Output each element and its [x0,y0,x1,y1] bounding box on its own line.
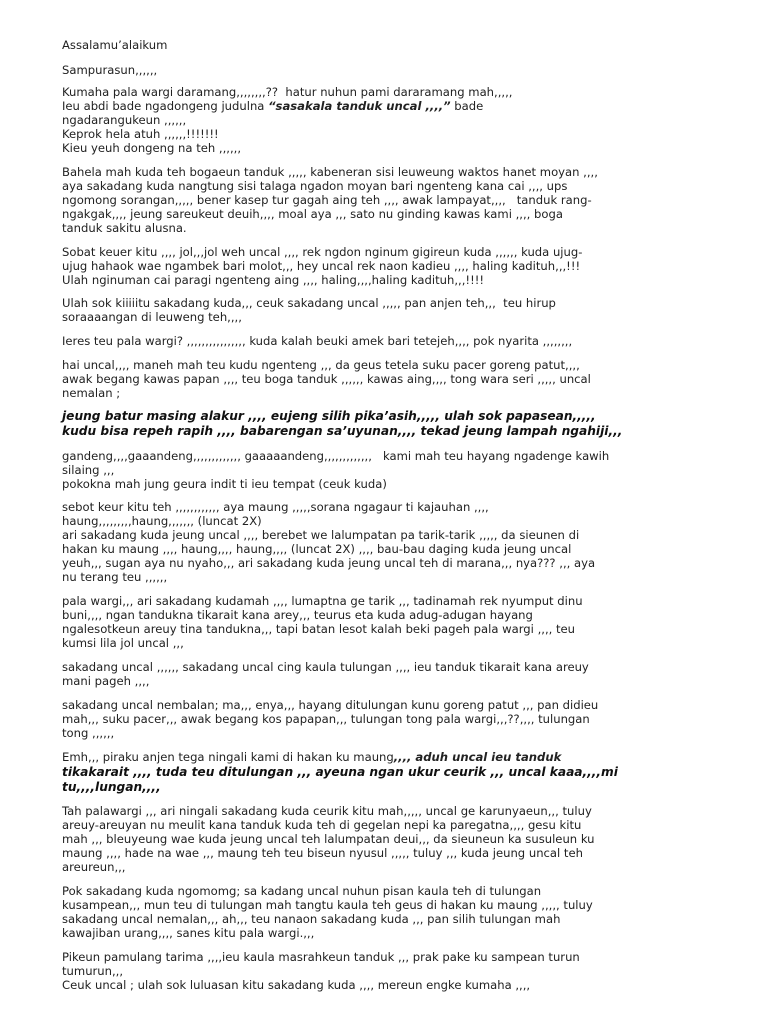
text-line-with-title [62,99,483,113]
text-line: Kumaha pala wargi daramang,,,,,,,,?? hatur nuhun pami dararamang mah,,,,, [62,85,513,99]
text-span: Ieu abdi bade ngadongeng judulna [62,99,269,113]
text-line: ujug hahaok wae ngambek bari molot,,, hey uncal rek naon kadieu ,,,, haling kadituh,,,!!! [62,259,581,273]
text-line: gandeng,,,,gaaandeng,,,,,,,,,,,,, gaaaaandeng,,,,,,,,,,,,, kami mah teu hayang ngadenge kawih [62,449,610,463]
text-line: kumsi lila jol uncal ,,, [62,636,184,650]
text-line: ngalesotkeun areuy tina tandukna,,, tapi batan lesot kalah beki pageh pala wargi ,,,, teu [62,622,576,636]
text-line: haung,,,,,,,,,haung,,,,,,, (luncat 2X) [62,514,262,528]
text-line: soraaaangan di leuweng teh,,,, [62,310,242,324]
text-line: sakadang uncal ,,,,,, sakadang uncal cing kaula tulungan ,,,, ieu tanduk tikarait kana areuy [62,660,589,674]
text-line: aya sakadang kuda nangtung sisi talaga ngadon moyan bari ngenteng kana cai ,,,, ups [62,179,568,193]
text-span: bade [454,99,484,113]
text-line: yeuh,,, sugan aya nu nyaho,,, ari sakadang kuda jeung uncal teh di marana,,, nya??? ,,, aya [62,556,596,570]
text-line: Tah palawargi ,,, ari ningali sakadang kuda ceurik kitu mah,,,,, uncal ge karunyaeun,,, tuluy [62,804,592,818]
text-line: tong ,,,,,, [62,726,115,740]
text-line: nu terang teu ,,,,,, [62,570,168,584]
text-line: Pikeun pamulang tarima ,,,,ieu kaula masrahkeun tanduk ,,, prak pake ku sampean turun [62,950,580,964]
text-line: mah ,,, bleuyeung wae kuda jeung uncal teh lalumpatan deui,,, da sieuneun ka susuleun ku [62,832,595,846]
text-line: Ulah sok kiiiiitu sakadang kuda,,, ceuk sakadang uncal ,,,,, pan anjen teh,,, teu hirup [62,296,556,310]
bold-verse-line: kudu bisa repeh rapih ,,,, babarengan sa’uyunan,,,, tekad jeung lampah ngahiji,,, [62,424,623,438]
text-line: tumurun,,, [62,964,124,978]
text-line: nemalan ; [62,386,121,400]
text-line: sebot keur kitu teh ,,,,,,,,,,,, aya maung ,,,,,sorana ngagaur ti kajauhan ,,,, [62,500,489,514]
document-page [62,0,712,1024]
text-line: ngomong sorangan,,,,, bener kasep tur gagah aing teh ,,,, awak lampayat,,,, tanduk rang- [62,193,592,207]
text-line: silaing ,,, [62,463,115,477]
text-line: Assalamu’alaikum [62,38,168,52]
text-line: kusampean,,, mun teu di tulungan mah tangtu kaula teh geus di hakan ku maung ,,,,, tuluy [62,898,593,912]
text-line: Keprok hela atuh ,,,,,,!!!!!!! [62,127,219,141]
bold-verse-line: jeung batur masing alakur ,,,, eujeng silih pika’asih,,,,, ulah sok papasean,,,,, [62,409,596,423]
text-line: pokokna mah jung geura indit ti ieu tempat (ceuk kuda) [62,477,387,491]
text-line: Pok sakadang kuda ngomomg; sa kadang uncal nuhun pisan kaula teh di tulungan [62,884,542,898]
text-line: hakan ku maung ,,,, haung,,,, haung,,,, (luncat 2X) ,,,, bau-bau daging kuda jeung uncal [62,542,572,556]
text-line: areureun,,, [62,860,126,874]
text-line: sakadang uncal nemalan,,, ah,,, teu nanaon sakadang kuda ,,, pan silih tulungan mah [62,912,561,926]
text-line: Ieres teu pala wargi? ,,,,,,,,,,,,,,,, kuda kalah beuki amek bari tetejeh,,,, pok nyarita ,,,,,,,, [62,334,573,348]
text-line: buni,,,, ngan tandukna tikarait kana arey,,, teurus eta kuda adug-adugan hayang [62,608,533,622]
text-line: pala wargi,,, ari sakadang kudamah ,,,, lumaptna ge tarik ,,, tadinamah rek nyumput dinu [62,594,583,608]
text-line: ari sakadang kuda jeung uncal ,,,, berebet we lalumpatan pa tarik-tarik ,,,,, da sieunen di [62,528,580,542]
text-line: awak begang kawas papan ,,,, teu boga tanduk ,,,,,, kawas aing,,,, tong wara seri ,,,,, uncal [62,372,591,386]
text-line: kawajiban urang,,,, sanes kitu pala wargi.,,, [62,926,315,940]
text-line: mani pageh ,,,, [62,674,150,688]
text-line: ngakgak,,,, jeung sareukeut deuih,,,, moal aya ,,, sato nu ginding kawas kami ,,,, boga [62,207,563,221]
bold-verse-line: tu,,,,lungan,,,, [62,780,161,794]
text-line: Sampurasun,,,,,, [62,63,158,77]
text-line: Ceuk uncal ; ulah sok luluasan kitu sakadang kuda ,,,, mereun engke kumaha ,,,, [62,978,531,992]
text-line-with-bold [62,750,561,764]
text-line: sakadang uncal nembalan; ma,,, enya,,, hayang ditulungan kunu goreng patut ,,, pan didieu [62,698,599,712]
text-span: Emh,,, piraku anjen tega ningali kami di hakan ku maung [62,750,394,764]
text-line: Sobat keuer kitu ,,,, jol,,,jol weh uncal ,,,, rek ngdon nginum gigireun kuda ,,,,,, kuda ujug- [62,245,583,259]
text-line: mah,,, suku pacer,,, awak begang kos papapan,,, tulungan tong pala wargi,,,??,,,, tulungan [62,712,590,726]
text-line: hai uncal,,,, maneh mah teu kudu ngenteng ,,, da geus tetela suku pacer goreng patut,,,, [62,358,580,372]
text-line: Ulah nginuman cai paragi ngenteng aing ,,,, haling,,,,haling kadituh,,,!!!! [62,273,485,287]
text-line: Kieu yeuh dongeng na teh ,,,,,, [62,141,242,155]
text-line: ngadarangukeun ,,,,,, [62,113,187,127]
story-title: “sasakala tanduk uncal ,,,,” [268,99,451,113]
bold-span: ,,,, aduh uncal ieu tanduk [393,750,562,764]
text-line: Bahela mah kuda teh bogaeun tanduk ,,,,, kabeneran sisi leuweung waktos hanet moyan ,,,, [62,165,598,179]
bold-verse-line: tikakarait ,,,, tuda teu ditulungan ,,, ayeuna ngan ukur ceurik ,,, uncal kaaa,,,,mi [62,765,618,779]
text-line: tanduk sakitu alusna. [62,221,187,235]
text-line: areuy-areuyan nu meulit kana tanduk kuda teh di gegelan nepi ka paregatna,,,, gesu kitu [62,818,582,832]
text-line: maung ,,,, hade na wae ,,, maung teh teu biseun nyusul ,,,,, tuluy ,,, kuda jeung uncal teh [62,846,583,860]
